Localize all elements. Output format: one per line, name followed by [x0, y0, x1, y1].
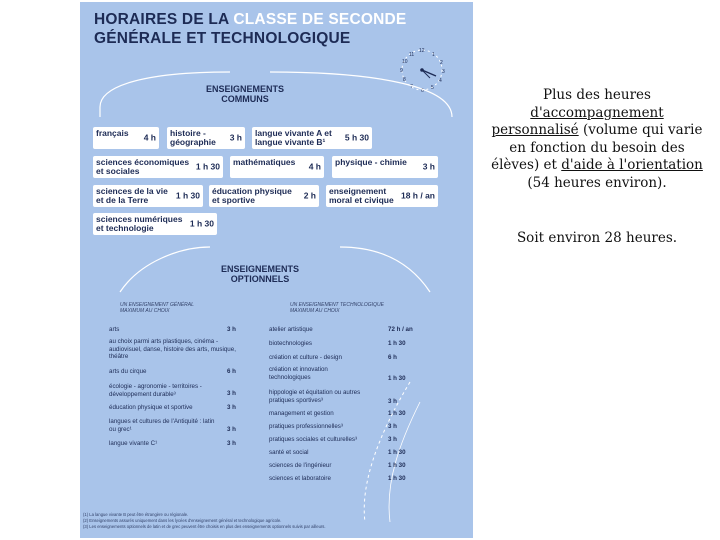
- poster-title-part1: HORAIRES DE LA: [94, 11, 234, 28]
- subject-hours: 1 h 30: [189, 218, 214, 229]
- paragraph-underlined: personnalisé: [491, 122, 579, 138]
- techno-options-subtitle: [290, 302, 384, 314]
- option-label: au choix parmi arts plastiques, cinéma - audiovisuel, danse, histoire des arts, musique, théâtre: [109, 338, 236, 360]
- paragraph-line: Soit environ 28 heures.: [516, 230, 678, 246]
- option-hours: 1 h 30: [388, 462, 406, 469]
- option-label: sciences de l'ingénieur: [269, 462, 332, 469]
- option-lca: [109, 418, 219, 433]
- option-label: langues et cultures de l'Antiquité : latin ou grec¹: [109, 418, 215, 433]
- svg-text:7: 7: [410, 84, 413, 90]
- subject-svt: [93, 185, 203, 207]
- svg-text:6: 6: [421, 88, 424, 94]
- option-label: santé et social: [269, 449, 309, 456]
- poster-title-line2: GÉNÉRALE ET TECHNOLOGIQUE: [94, 30, 351, 47]
- option-creation-culture-design: [269, 354, 377, 362]
- option-arts-detail: [109, 338, 237, 361]
- option-hours: 72 h / an: [388, 326, 413, 333]
- option-hours: 1 h 30: [388, 375, 406, 382]
- paragraph-line: d'accompagnement: [530, 104, 664, 121]
- techno-subtitle-line2: MAXIMUM AU CHOIX: [290, 308, 340, 314]
- option-hours: 1 h 30: [388, 449, 406, 456]
- total-hours-paragraph: [478, 230, 716, 248]
- general-options-subtitle: [120, 302, 194, 314]
- accompaniment-paragraph: [478, 87, 716, 192]
- svg-text:3: 3: [442, 69, 445, 75]
- footnote-3: (3) Les enseignements optionnels de latin et de grec peuvent être choisis en plus des enseignements optionnels suivis par ailleurs.: [83, 524, 326, 529]
- option-label: hippologie et équitation ou autres pratiques sportives³: [269, 389, 361, 404]
- paragraph-line: Plus des heures: [543, 87, 651, 103]
- option-sante-social: [269, 449, 377, 457]
- option-label: arts: [109, 326, 120, 333]
- svg-text:9: 9: [400, 68, 403, 74]
- svg-text:12: 12: [419, 48, 425, 54]
- subject-label: enseignement moral et civique: [329, 186, 394, 205]
- svg-text:5: 5: [431, 85, 434, 91]
- subject-snt: [93, 213, 217, 235]
- option-hours: 6 h: [388, 354, 397, 361]
- subject-hours: 3 h: [422, 161, 435, 172]
- option-hours: 3 h: [227, 326, 236, 333]
- option-hours: 6 h: [227, 368, 236, 375]
- subject-emc: [326, 185, 438, 207]
- option-atelier-artistique: [269, 326, 377, 334]
- option-label: pratiques professionnelles³: [269, 423, 343, 430]
- svg-text:10: 10: [402, 59, 408, 65]
- option-hours: 1 h 30: [388, 475, 406, 482]
- subject-label: mathématiques: [233, 157, 296, 167]
- common-header-line2: COMMUNS: [221, 94, 269, 104]
- option-hours: 3 h: [227, 426, 236, 433]
- option-sciences-laboratoire: [269, 475, 377, 483]
- option-hours: 3 h: [227, 404, 236, 411]
- subject-langues-vivantes: [252, 127, 372, 149]
- option-label: création et innovation technologiques: [269, 366, 328, 381]
- option-label: management et gestion: [269, 410, 334, 417]
- subject-ses: [93, 156, 223, 178]
- paragraph-line: (54 heures environ).: [527, 174, 667, 191]
- option-pratiques-sociales: [269, 436, 384, 444]
- paragraph-underlined: d'aide à l'orientation: [561, 157, 703, 173]
- optional-header: [200, 264, 320, 284]
- option-ecologie: [109, 383, 227, 398]
- timetable-poster: [80, 2, 473, 538]
- option-eps: [109, 404, 227, 412]
- subject-label: français: [96, 128, 129, 138]
- subject-label: sciences de la vie et de la Terre: [96, 186, 168, 205]
- option-hours: 3 h: [388, 398, 397, 405]
- subject-physique-chimie: [332, 156, 438, 178]
- subject-label: langue vivante A et langue vivante B¹: [255, 128, 332, 147]
- option-hours: 3 h: [227, 440, 236, 447]
- svg-text:4: 4: [439, 78, 442, 84]
- option-label: éducation physique et sportive: [109, 404, 193, 411]
- subject-label: physique - chimie: [335, 157, 407, 167]
- option-hours: 1 h 30: [388, 340, 406, 347]
- option-arts-cirque: [109, 368, 229, 376]
- option-hours: 3 h: [227, 390, 236, 397]
- common-header-line1: ENSEIGNEMENTS: [205, 84, 284, 94]
- option-arts: [109, 326, 229, 334]
- subject-eps: [209, 185, 319, 207]
- svg-text:1: 1: [432, 52, 435, 58]
- subject-label: histoire - géographie: [170, 128, 216, 147]
- option-label: langue vivante C¹: [109, 440, 158, 447]
- subject-histoire-geographie: [167, 127, 245, 149]
- subject-hours: 1 h 30: [195, 161, 220, 172]
- paragraph-line: (volume qui varie: [578, 122, 703, 138]
- option-sciences-ingenieur: [269, 462, 377, 470]
- subject-francais: [93, 127, 159, 149]
- option-hours: 3 h: [388, 423, 397, 430]
- subject-hours: 4 h: [143, 132, 156, 143]
- general-subtitle-line1: UN ENSEIGNEMENT GÉNÉRAL: [120, 302, 194, 308]
- option-label: création et culture - design: [269, 354, 342, 361]
- svg-text:8: 8: [403, 77, 406, 83]
- general-subtitle-line2: MAXIMUM AU CHOIX: [120, 308, 170, 314]
- option-lvc: [109, 440, 219, 448]
- subject-hours: 18 h / an: [400, 190, 435, 201]
- common-header: [185, 84, 305, 104]
- svg-text:2: 2: [440, 60, 443, 66]
- option-hippologie: [269, 389, 381, 404]
- techno-subtitle-line1: UN ENSEIGNEMENT TECHNOLOGIQUE: [290, 302, 384, 308]
- subject-hours: 3 h: [229, 132, 242, 143]
- subject-label: sciences économiques et sociales: [96, 157, 190, 176]
- option-label: arts du cirque: [109, 368, 147, 375]
- option-label: sciences et laboratoire: [269, 475, 331, 482]
- optional-header-line2: OPTIONNELS: [230, 274, 290, 284]
- subject-hours: 5 h 30: [344, 132, 369, 143]
- footnote-1: (1) La langue vivante B peut être étrangère ou régionale.: [83, 512, 189, 517]
- paragraph-line: en fonction du besoin des: [509, 139, 685, 156]
- paragraph-line: élèves) et: [491, 157, 562, 173]
- option-creation-innovation: [269, 366, 369, 381]
- subject-hours: 2 h: [303, 190, 316, 201]
- subject-mathematiques: [230, 156, 324, 178]
- option-hours: 1 h 30: [388, 410, 406, 417]
- poster-title-part2: CLASSE DE SECONDE: [233, 11, 407, 28]
- option-label: biotechnologies: [269, 340, 313, 347]
- svg-text:11: 11: [409, 52, 415, 58]
- option-label: écologie - agronomie - territoires - développement durable³: [109, 383, 202, 398]
- subject-label: éducation physique et sportive: [212, 186, 292, 205]
- option-label: pratiques sociales et culturelles³: [269, 436, 358, 443]
- option-hours: 3 h: [388, 436, 397, 443]
- subject-hours: 4 h: [308, 161, 321, 172]
- option-management-gestion: [269, 410, 377, 418]
- option-biotechnologies: [269, 340, 377, 348]
- subject-hours: 1 h 30: [175, 190, 200, 201]
- footnote-2: (2) Enseignements assurés uniquement dans les lycées d'enseignement général et technologique agricole.: [83, 518, 282, 523]
- optional-header-line1: ENSEIGNEMENTS: [220, 264, 299, 274]
- option-label: atelier artistique: [269, 326, 313, 333]
- option-pratiques-professionnelles: [269, 423, 377, 431]
- subject-label: sciences numériques et technologie: [96, 214, 183, 233]
